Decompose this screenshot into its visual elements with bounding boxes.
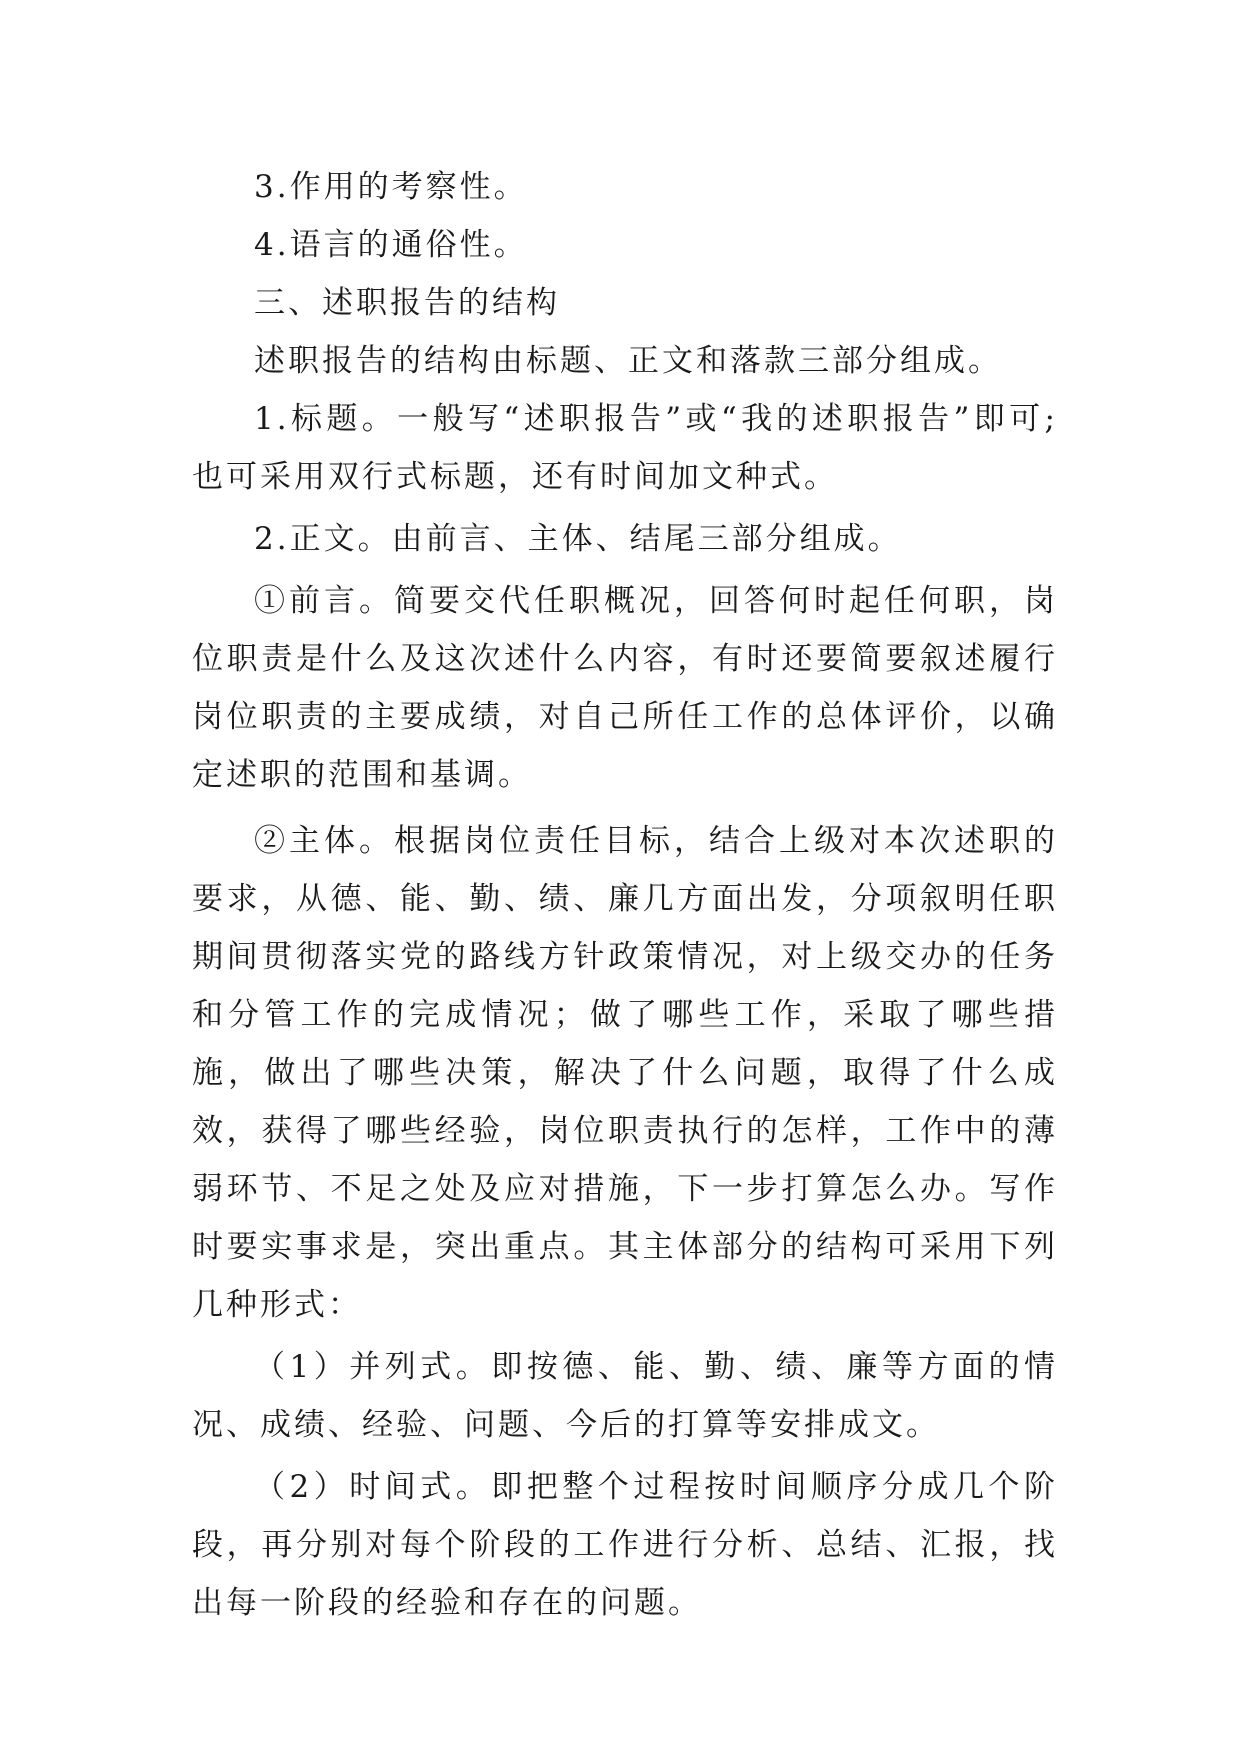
paragraph-feature-3: 3.作用的考察性。 (254, 169, 528, 205)
paragraph-feature-4: 4.语言的通俗性。 (254, 227, 528, 263)
paragraph-main-body: ②主体。根据岗位责任目标，结合上级对本次述职的要求，从德、能、勤、绩、廉几方面出发，分项叙明任职期间贯彻落实党的路线方针政策情况，对上级交办的任务和分管工作的完成情况；做了哪些工作，采取了哪些措施，做出了哪些决策，解决了什么问题，取得了什么成效，获得了哪些经验，岗位职责执行的怎样，工作中的薄弱环节、不足之处及应对措施，下一步打算怎么办。写作时要实事求是，突出重点。其主体部分的结构可采用下列几种形式： (192, 823, 1058, 1323)
paragraph-parallel-form: （1）并列式。即按德、能、勤、绩、廉等方面的情况、成绩、经验、问题、今后的打算等安排成文。 (192, 1349, 1058, 1443)
paragraph-structure-intro: 述职报告的结构由标题、正文和落款三部分组成。 (254, 343, 1002, 379)
section-heading-structure: 三、述职报告的结构 (254, 285, 560, 321)
paragraph-preface: ①前言。简要交代任职概况，回答何时起任何职，岗位职责是什么及这次述什么内容，有时还要简要叙述履行岗位职责的主要成绩，对自己所任工作的总体评价，以确定述职的范围和基调。 (192, 583, 1058, 793)
document-body (192, 158, 1058, 1632)
paragraph-title: 1.标题。一般写“述职报告”或“我的述职报告”即可;也可采用双行式标题，还有时间加文种式。 (192, 401, 1058, 495)
paragraph-time-form: （2）时间式。即把整个过程按时间顺序分成几个阶段，再分别对每个阶段的工作进行分析、总结、汇报，找出每一阶段的经验和存在的问题。 (192, 1469, 1058, 1621)
paragraph-body-text: 2.正文。由前言、主体、结尾三部分组成。 (254, 521, 902, 557)
